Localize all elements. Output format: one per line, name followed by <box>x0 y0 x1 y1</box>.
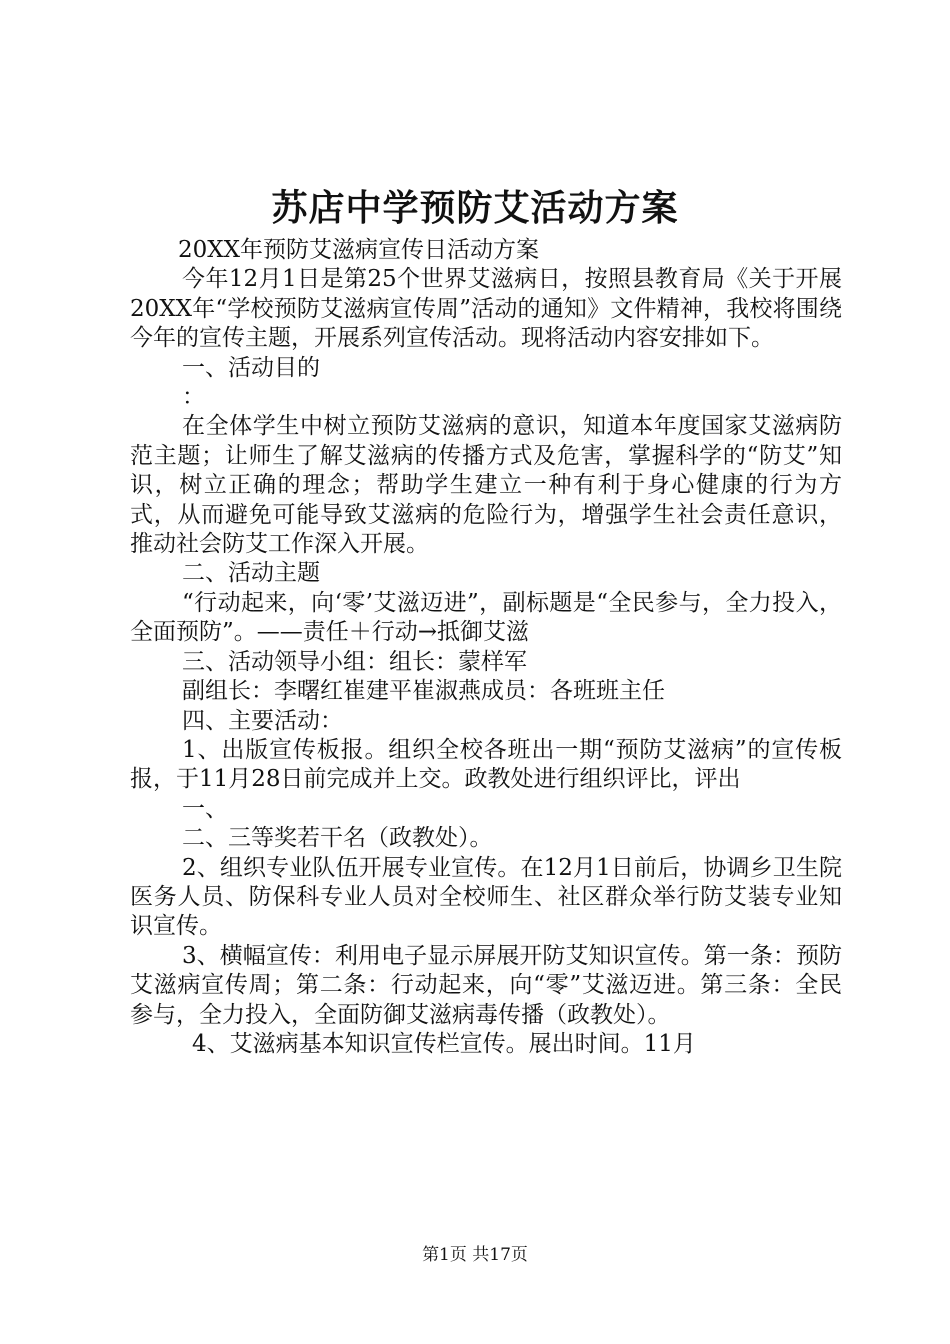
paragraph-intro: 今年12月1日是第25个世界艾滋病日，按照县教育局《关于开展20XX年“学校预防艾滋病宣传周”活动的通知》文件精神，我校将围绕今年的宣传主题，开展系列宣传活动。现将活动内容安排如下。 <box>130 266 842 352</box>
heading-activities: 四、主要活动： <box>182 707 343 734</box>
paragraph-colon: ： <box>182 384 205 411</box>
paragraph-award-first: 一、 <box>182 795 228 822</box>
paragraph-activity-3: 3、横幅宣传：利用电子显示屏展开防艾知识宣传。第一条：预防艾滋病宣传周；第二条：行动起来，向“零”艾滋迈进。第三条：全民参与，全力投入，全面防御艾滋病毒传播（政教处）。 <box>130 942 842 1028</box>
paragraph-purpose: 在全体学生中树立预防艾滋病的意识，知道本年度国家艾滋病防范主题；让师生了解艾滋病的传播方式及危害，掌握科学的“防艾”知识，树立正确的理念；帮助学生建立一种有利于身心健康的行为方式，从而避免可能导致艾滋病的危险行为，增强学生社会责任意识，推动社会防艾工作深入开展。 <box>130 413 842 558</box>
page-number-footer: 第1页 共17页 <box>422 1245 528 1265</box>
paragraph-activity-2: 2、组织专业队伍开展专业宣传。在12月1日前后，协调乡卫生院医务人员、防保科专业人员对全校师生、社区群众举行防艾装专业知识宣传。 <box>130 854 842 940</box>
document-body <box>130 236 842 1059</box>
heading-leadership: 三、活动领导小组：组长：蒙样军 <box>182 648 527 675</box>
heading-theme: 二、活动主题 <box>182 560 320 587</box>
paragraph-activity-1: 1、出版宣传板报。组织全校各班出一期“预防艾滋病”的宣传板报，于11月28日前完成并上交。政教处进行组织评比，评出 <box>130 736 842 793</box>
document-title: 苏店中学预防艾活动方案 <box>271 187 679 229</box>
paragraph-subtitle: 20XX年预防艾滋病宣传日活动方案 <box>178 237 540 263</box>
paragraph-award-rest: 二、三等奖若干名（政教处）。 <box>182 825 493 852</box>
paragraph-activity-4: 4、艾滋病基本知识宣传栏宣传。展出时间。11月 <box>192 1030 696 1057</box>
paragraph-theme: “行动起来，向‘零’艾滋迈进”，副标题是“全民参与，全力投入，全面预防”。——责任＋行动→抵御艾滋 <box>130 589 842 646</box>
paragraph-deputy: 副组长：李曙红崔建平崔淑燕成员：各班班主任 <box>182 678 665 705</box>
heading-purpose: 一、活动目的 <box>182 354 320 381</box>
